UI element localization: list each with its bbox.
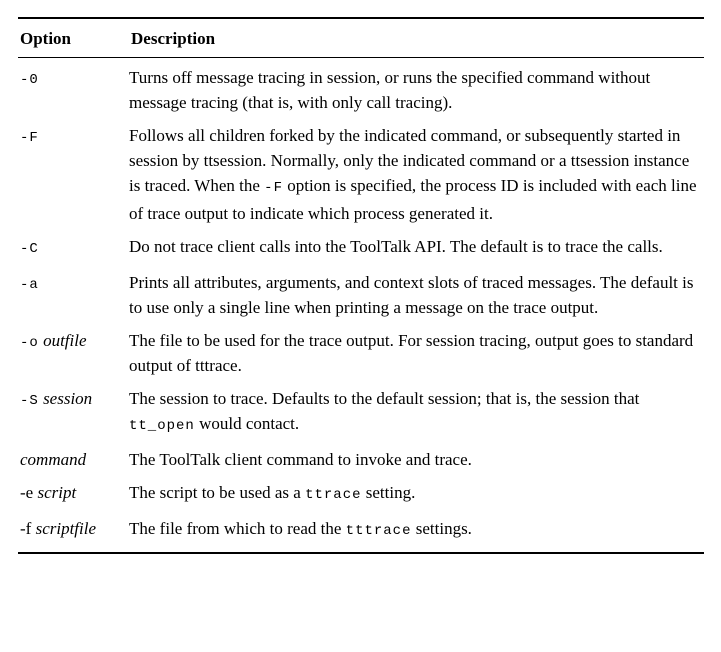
option-cell [18, 516, 129, 544]
table-bottom-rule [18, 552, 704, 554]
option-cell [18, 270, 129, 320]
option-cell [18, 328, 129, 378]
description-cell [129, 328, 704, 378]
text-segment: -S [20, 393, 39, 409]
text-segment: -F [264, 180, 283, 196]
text-segment: -F [20, 130, 39, 146]
table-row [18, 328, 704, 378]
text-segment: -C [20, 241, 39, 257]
description-cell [129, 234, 704, 262]
text-segment: setting. [361, 483, 416, 502]
text-segment: The session to trace. Defaults to the default session; that is, the session that [129, 389, 640, 408]
text-segment: scriptfile [35, 519, 97, 538]
text-segment: command [20, 450, 87, 469]
text-segment: -a [20, 277, 39, 293]
table-row [18, 234, 704, 262]
option-cell [18, 447, 129, 472]
table-header-row [18, 19, 704, 58]
description-cell [129, 480, 704, 508]
description-cell [129, 516, 704, 544]
option-cell [18, 386, 129, 439]
option-cell [18, 123, 129, 226]
text-segment: -e [20, 483, 34, 502]
option-cell [18, 480, 129, 508]
table-body [18, 58, 704, 544]
table-row [18, 516, 704, 544]
text-segment: Do not trace client calls into the ToolTalk API. The default is to trace the calls. [129, 237, 663, 256]
text-segment: Follows all children forked by the indicated command, or subsequently started in session by ttsession. Normally, only the indicated command or a ttsession instance is traced. When the [129, 126, 690, 195]
column-header-description: Description [131, 29, 216, 48]
text-segment: The script to be used as a [129, 483, 306, 502]
text-segment: Prints all attributes, arguments, and context slots of traced messages. The default is to use only a single line when printing a message on the trace output. [129, 273, 694, 317]
text-segment: The file from which to read the [129, 519, 346, 538]
options-table [18, 17, 704, 554]
option-cell [18, 65, 129, 115]
text-segment: Turns off message tracing in session, or runs the specified command without message tracing (that is, with only call tracing). [129, 68, 651, 112]
table-row [18, 65, 704, 115]
text-segment: ttrace [305, 487, 362, 503]
table-row [18, 386, 704, 439]
column-header-option: Option [20, 29, 72, 48]
text-segment: would contact. [194, 414, 300, 433]
text-segment: The ToolTalk client command to invoke and trace. [129, 450, 472, 469]
text-segment: tt_open [129, 418, 195, 434]
text-segment: script [37, 483, 77, 502]
description-cell [129, 65, 704, 115]
table-row [18, 480, 704, 508]
text-segment: -f [20, 519, 32, 538]
text-segment: -o [20, 335, 39, 351]
description-cell [129, 270, 704, 320]
table-row [18, 447, 704, 472]
table-row [18, 123, 704, 226]
text-segment: option is specified, the process ID is included with each line of trace output to indicate which process generated it. [129, 176, 697, 223]
text-segment: settings. [411, 519, 472, 538]
text-segment: -0 [20, 72, 39, 88]
description-cell [129, 123, 704, 226]
text-segment: The file to be used for the trace output. For session tracing, output goes to standard output of tttrace. [129, 331, 694, 375]
description-cell [129, 447, 704, 472]
option-cell [18, 234, 129, 262]
description-cell [129, 386, 704, 439]
text-segment: session [43, 389, 93, 408]
text-segment: tttrace [345, 523, 412, 539]
table-row [18, 270, 704, 320]
text-segment: outfile [43, 331, 87, 350]
